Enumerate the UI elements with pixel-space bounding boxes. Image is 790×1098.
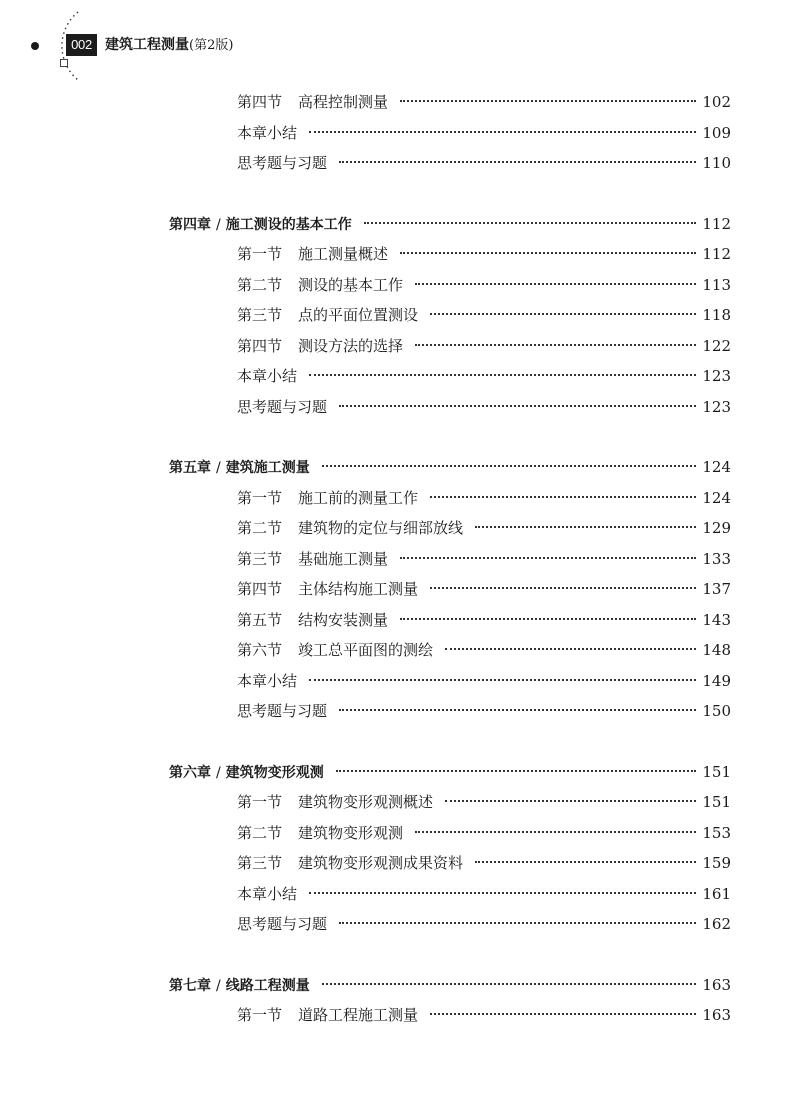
dot-leader bbox=[336, 770, 697, 772]
page-reference: 143 bbox=[702, 610, 731, 629]
dot-leader bbox=[415, 283, 696, 285]
section-title: 建筑物的定位与细部放线 bbox=[298, 519, 464, 537]
dot-leader bbox=[309, 892, 696, 894]
section-title: 主体结构施工测量 bbox=[298, 580, 419, 598]
page-reference: 161 bbox=[702, 884, 731, 903]
section-title: 施工测量概述 bbox=[298, 245, 389, 263]
toc-section-entry[interactable] bbox=[237, 274, 731, 296]
dot-leader bbox=[364, 222, 697, 224]
page-reference: 133 bbox=[702, 549, 731, 568]
section-number: 第五节 bbox=[237, 610, 283, 629]
section-number: 第四节 bbox=[237, 93, 283, 111]
section-title: 本章小结 bbox=[237, 367, 298, 385]
section-number: 第一节 bbox=[237, 488, 283, 507]
section-number: 第三节 bbox=[237, 854, 283, 872]
chapter-title: 建筑施工测量 bbox=[225, 460, 310, 476]
section-title: 思考题与习题 bbox=[237, 702, 328, 720]
dot-leader bbox=[309, 131, 696, 133]
dot-leader bbox=[309, 679, 696, 681]
dot-leader bbox=[322, 983, 697, 985]
toc-section-entry[interactable] bbox=[237, 639, 731, 661]
toc-section-entry[interactable] bbox=[237, 913, 731, 935]
section-title: 基础施工测量 bbox=[298, 549, 389, 568]
chapter-title: 建筑物变形观测 bbox=[225, 764, 324, 781]
dot-leader bbox=[339, 161, 696, 163]
toc-chapter-entry[interactable] bbox=[169, 974, 731, 997]
dot-leader bbox=[430, 313, 696, 315]
toc-section-entry[interactable] bbox=[237, 122, 731, 144]
page-reference: 123 bbox=[702, 367, 731, 385]
section-title: 点的平面位置测设 bbox=[298, 306, 419, 324]
chapter-number: 第七章 bbox=[169, 977, 211, 994]
header-square-marker bbox=[60, 59, 68, 67]
section-title: 建筑物变形观测成果资料 bbox=[298, 854, 464, 872]
dot-leader bbox=[339, 405, 696, 407]
page-reference: 118 bbox=[702, 306, 731, 324]
toc-chapter-entry[interactable] bbox=[169, 761, 731, 784]
dot-leader bbox=[415, 344, 696, 346]
book-title: 建筑工程测量 bbox=[105, 37, 189, 53]
section-title: 道路工程施工测量 bbox=[298, 1006, 419, 1024]
chapter-slash-separator: / bbox=[216, 977, 221, 994]
chapter-title: 施工测设的基本工作 bbox=[225, 216, 352, 233]
section-number: 第二节 bbox=[237, 275, 283, 294]
running-header-title bbox=[105, 35, 233, 56]
toc-section-entry[interactable] bbox=[237, 609, 731, 631]
page-reference: 159 bbox=[702, 854, 731, 872]
page-reference: 149 bbox=[702, 671, 731, 690]
dot-leader bbox=[400, 252, 696, 254]
toc-section-entry[interactable] bbox=[237, 335, 731, 357]
page-reference: 112 bbox=[702, 245, 731, 263]
toc-section-entry[interactable] bbox=[237, 243, 731, 265]
page-reference: 150 bbox=[702, 702, 731, 720]
page-reference: 124 bbox=[702, 488, 731, 507]
page-reference: 123 bbox=[702, 397, 731, 416]
page-reference: 102 bbox=[702, 93, 731, 111]
dot-leader bbox=[445, 648, 696, 650]
section-title: 施工前的测量工作 bbox=[298, 488, 419, 507]
section-title: 竣工总平面图的测绘 bbox=[298, 641, 434, 659]
section-title: 结构安装测量 bbox=[298, 610, 389, 629]
dot-leader bbox=[475, 526, 696, 528]
dot-leader bbox=[309, 374, 696, 376]
toc-section-entry[interactable] bbox=[237, 670, 731, 692]
dot-leader bbox=[475, 861, 696, 863]
section-title: 测设的基本工作 bbox=[298, 275, 404, 294]
chapter-slash-separator: / bbox=[216, 764, 221, 781]
section-number: 第三节 bbox=[237, 306, 283, 324]
toc-section-entry[interactable] bbox=[237, 883, 731, 905]
section-title: 思考题与习题 bbox=[237, 397, 328, 416]
dot-leader bbox=[400, 618, 696, 620]
toc-section-entry[interactable] bbox=[237, 700, 731, 722]
chapter-number: 第六章 bbox=[169, 764, 211, 781]
section-title: 思考题与习题 bbox=[237, 154, 328, 172]
page-reference: 153 bbox=[702, 823, 731, 842]
section-title: 思考题与习题 bbox=[237, 915, 328, 933]
toc-section-entry[interactable] bbox=[237, 91, 731, 113]
section-number: 第一节 bbox=[237, 793, 283, 811]
toc-section-entry[interactable] bbox=[237, 304, 731, 326]
chapter-title: 线路工程测量 bbox=[225, 977, 310, 994]
dot-leader bbox=[445, 800, 696, 802]
toc-section-entry[interactable] bbox=[237, 822, 731, 844]
page-reference: 109 bbox=[702, 123, 731, 142]
chapter-slash-separator: / bbox=[216, 460, 221, 476]
dot-leader bbox=[400, 100, 696, 102]
dot-leader bbox=[339, 709, 696, 711]
toc-section-entry[interactable] bbox=[237, 578, 731, 600]
section-title: 本章小结 bbox=[237, 671, 298, 690]
section-title: 本章小结 bbox=[237, 884, 298, 903]
chapter-number: 第四章 bbox=[169, 216, 211, 233]
page-reference: 163 bbox=[702, 975, 731, 994]
chapter-slash-separator: / bbox=[216, 216, 221, 233]
page-reference: 151 bbox=[702, 793, 731, 811]
page-reference: 151 bbox=[702, 762, 731, 781]
section-title: 建筑物变形观测概述 bbox=[298, 793, 434, 811]
section-number: 第二节 bbox=[237, 519, 283, 537]
page-reference: 137 bbox=[702, 580, 731, 598]
dot-leader bbox=[322, 465, 697, 467]
chapter-number: 第五章 bbox=[169, 460, 211, 476]
section-number: 第一节 bbox=[237, 1006, 283, 1024]
dot-leader bbox=[415, 831, 696, 833]
section-title: 本章小结 bbox=[237, 123, 298, 142]
page-reference: 112 bbox=[702, 214, 731, 233]
page-reference: 113 bbox=[702, 275, 731, 294]
page-reference: 124 bbox=[702, 458, 731, 476]
section-number: 第二节 bbox=[237, 823, 283, 842]
edition-label: (第2版) bbox=[189, 38, 234, 53]
toc-section-entry[interactable] bbox=[237, 1004, 731, 1026]
page-reference: 148 bbox=[702, 641, 731, 659]
dot-leader bbox=[339, 922, 696, 924]
toc-section-entry[interactable] bbox=[237, 365, 731, 387]
page-number-badge: 002 bbox=[66, 34, 97, 56]
section-title: 建筑物变形观测 bbox=[298, 823, 404, 842]
dot-leader bbox=[430, 496, 696, 498]
dot-leader bbox=[430, 1013, 696, 1015]
section-number: 第三节 bbox=[237, 549, 283, 568]
toc-chapter-entry[interactable] bbox=[169, 213, 731, 236]
page-reference: 163 bbox=[702, 1006, 731, 1024]
section-number: 第四节 bbox=[237, 580, 283, 598]
page-reference: 162 bbox=[702, 915, 731, 933]
dot-leader bbox=[400, 557, 696, 559]
page-reference: 129 bbox=[702, 519, 731, 537]
toc-section-entry[interactable] bbox=[237, 791, 731, 813]
toc-section-entry[interactable] bbox=[237, 852, 731, 874]
toc-chapter-entry[interactable] bbox=[169, 456, 731, 479]
toc-section-entry[interactable] bbox=[237, 548, 731, 570]
section-number: 第六节 bbox=[237, 641, 283, 659]
page-reference: 110 bbox=[702, 154, 731, 172]
section-number: 第一节 bbox=[237, 245, 283, 263]
toc-section-entry[interactable] bbox=[237, 487, 731, 509]
section-title: 测设方法的选择 bbox=[298, 336, 404, 355]
toc-section-entry[interactable] bbox=[237, 152, 731, 174]
toc-section-entry[interactable] bbox=[237, 517, 731, 539]
dot-leader bbox=[430, 587, 696, 589]
toc-section-entry[interactable] bbox=[237, 396, 731, 418]
section-title: 高程控制测量 bbox=[298, 93, 389, 111]
page-reference: 122 bbox=[702, 336, 731, 355]
section-number: 第四节 bbox=[237, 336, 283, 355]
